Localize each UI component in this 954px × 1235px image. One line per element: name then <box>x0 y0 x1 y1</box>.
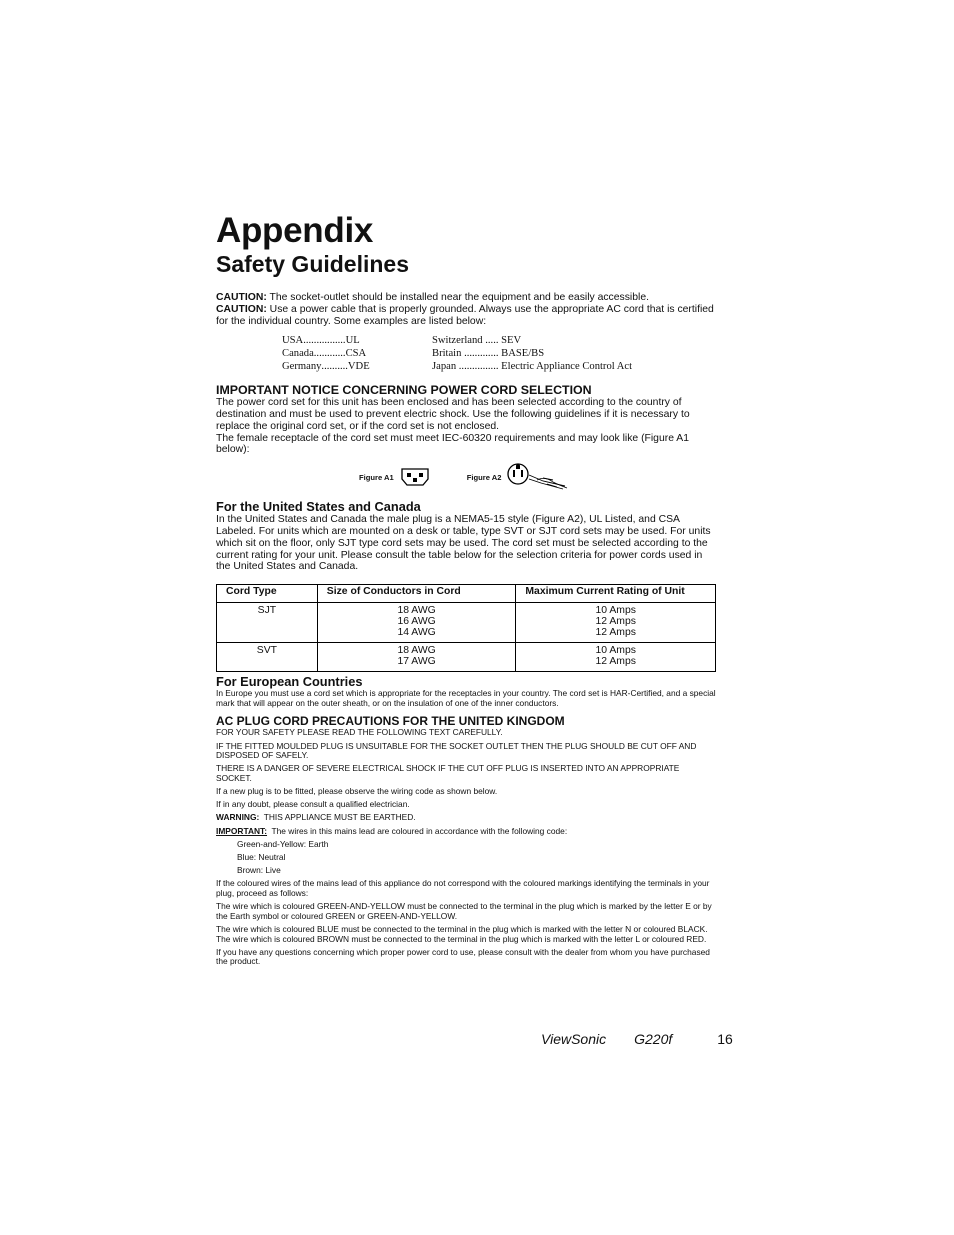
leader-dots: ............ <box>313 347 346 359</box>
notice-heading: IMPORTANT NOTICE CONCERNING POWER CORD SELECTION <box>216 383 592 398</box>
nema-plug-icon <box>507 462 573 492</box>
uk-paragraph: If the coloured wires of the mains lead of this appliance do not correspond with the coloured markings identifying the terminals in your plug, proceed as follows: <box>216 878 710 898</box>
wire-code-item: Green-and-Yellow: Earth <box>237 838 329 849</box>
cell-ratings <box>516 643 716 672</box>
uk-paragraph: THERE IS A DANGER OF SEVERE ELECTRICAL SHOCK IF THE CUT OFF PLUG IS INSERTED INTO AN APPROPRIATE SOCKET. <box>216 763 680 783</box>
rating-value: 12 Amps <box>595 627 636 639</box>
country-name: Canada <box>282 347 314 359</box>
leader-dots: .......... <box>321 360 348 372</box>
figure-a2 <box>467 462 573 492</box>
cell-ratings <box>516 603 716 643</box>
us-canada-text: In the United States and Canada the male plug is a NEMA5-15 style (Figure A2), UL Listed, and CSA Labeled. For units which are mounted on a desk or table, type SVT or SJT cord sets may be used. For units which sit on the floor, only SJT type cord sets may be used. The cord set must be selected according to the current rating for your unit. Please consult the table below for the selection criteria for power cords used in the United States and Canada. <box>216 514 711 573</box>
important-text: The wires in this mains lead are coloured in accordance with the following code: <box>267 825 568 836</box>
document-page <box>216 212 716 967</box>
country-name: Germany <box>282 360 322 372</box>
leader-dots: ..... <box>482 335 499 347</box>
caution-2-label: CAUTION: <box>216 303 267 315</box>
agency-name: UL <box>345 335 360 347</box>
uk-paragraph: The wire which is coloured GREEN-AND-YELLOW must be connected to the terminal in the plug which is marked by the letter E or by the Earth symbol or coloured GREEN or GREEN-AND-YELLOW. <box>216 901 712 921</box>
uk-paragraph: IF THE FITTED MOULDED PLUG IS UNSUITABLE FOR THE SOCKET OUTLET THEN THE PLUG SHOULD BE CUT OFF AND DISPOSED OF SAFELY. <box>216 740 697 761</box>
uk-heading: AC PLUG CORD PRECAUTIONS FOR THE UNITED KINGDOM <box>216 714 565 729</box>
page-footer <box>541 1031 733 1047</box>
figure-a2-label: Figure A2 <box>466 472 502 482</box>
uk-paragraph: If in any doubt, please consult a qualified electrician. <box>216 799 410 810</box>
header-conductor-size: Size of Conductors in Cord <box>317 585 516 603</box>
rating-value: 12 Amps <box>595 616 636 628</box>
figure-a1-label: Figure A1 <box>359 472 394 482</box>
rating-value: 10 Amps <box>595 645 636 657</box>
cord-selection-table <box>216 584 716 672</box>
agency-name: SEV <box>498 335 522 347</box>
country-name: Britain <box>432 347 462 359</box>
figure-a1 <box>359 466 431 488</box>
country-name: Japan <box>432 360 457 372</box>
important-label: IMPORTANT: <box>216 825 268 836</box>
caution-1-text: The socket-outlet should be installed near the equipment and be easily accessible. <box>266 292 649 303</box>
notice-paragraph-2: The female receptacle of the cord set must meet IEC-60320 requirements and may look like (Figure A1 below): <box>216 432 690 456</box>
cell-sizes <box>317 603 516 643</box>
table-header-row <box>217 585 716 603</box>
uk-paragraph: FOR YOUR SAFETY PLEASE READ THE FOLLOWING TEXT CAREFULLY. <box>216 727 503 738</box>
warning-label: WARNING: <box>216 812 260 823</box>
agency-name: Electric Appliance Control Act <box>498 360 633 372</box>
footer-brand: ViewSonic <box>541 1031 607 1047</box>
page-title: Appendix <box>216 211 374 250</box>
europe-text: In Europe you must use a cord set which is appropriate for the receptacles in your country. The cord set is HAR-Certified, and a special mark that will appear on the outer sheath, or on the insulation of one of the inner conductors. <box>216 688 716 708</box>
country-agency-list <box>282 335 716 373</box>
iec-receptacle-icon <box>399 466 431 488</box>
rating-value: 12 Amps <box>595 656 636 668</box>
wire-code-item: Blue: Neutral <box>237 852 286 863</box>
caution-1 <box>216 292 716 304</box>
cord-type-value: SVT <box>256 645 277 657</box>
table-row <box>217 643 716 672</box>
table-row <box>217 603 716 643</box>
uk-paragraph: The wire which is coloured BLUE must be connected to the terminal in the plug which is marked with the letter N or coloured BLACK. The wire which is coloured BROWN must be connected to the terminal in the plug which is marked with the letter L or coloured RED. <box>216 923 708 944</box>
wire-code-item: Brown: Live <box>237 865 281 876</box>
footer-model: G220f <box>634 1031 673 1047</box>
size-value: 18 AWG <box>397 605 436 617</box>
country-name: Switzerland <box>432 335 483 347</box>
warning-text: THIS APPLIANCE MUST BE EARTHED. <box>259 812 416 823</box>
caution-2 <box>216 304 716 328</box>
size-value: 14 AWG <box>397 627 436 639</box>
country-column-left <box>282 335 432 373</box>
us-canada-heading: For the United States and Canada <box>216 499 421 515</box>
europe-heading: For European Countries <box>216 674 363 690</box>
cord-type-value: SJT <box>257 605 277 617</box>
leader-dots: ............. <box>461 347 499 359</box>
agency-name: BASE/BS <box>498 347 545 359</box>
warning-line <box>216 813 716 823</box>
header-current-rating: Maximum Current Rating of Unit <box>516 585 716 603</box>
country-row <box>432 335 672 348</box>
country-row <box>282 348 432 361</box>
size-value: 17 AWG <box>397 656 436 668</box>
country-column-right <box>432 335 672 373</box>
country-row <box>432 361 672 374</box>
important-line <box>216 827 716 837</box>
header-cord-type: Cord Type <box>217 585 318 603</box>
page-subtitle: Safety Guidelines <box>216 251 410 277</box>
country-name: USA <box>282 335 304 347</box>
figure-row <box>359 462 716 492</box>
leader-dots: ............... <box>456 360 499 372</box>
leader-dots: ................ <box>303 335 346 347</box>
notice-paragraph-1: The power cord set for this unit has been enclosed and has been selected according to the country of destination and must be used to prevent electric shock. Use the following guidelines if it is necessary to replace the original cord set, or if the cord set is not enclosed. <box>216 397 690 432</box>
caution-1-label: CAUTION: <box>216 292 267 303</box>
uk-paragraph: If you have any questions concerning which proper power cord to use, please consult with the dealer from whom you have purchased the product. <box>216 946 710 967</box>
country-row <box>282 361 432 374</box>
uk-paragraph: If a new plug is to be fitted, please observe the wiring code as shown below. <box>216 786 498 797</box>
size-value: 18 AWG <box>397 645 436 657</box>
cell-sizes <box>317 643 516 672</box>
country-row <box>432 348 672 361</box>
cell-cord-type <box>217 643 318 672</box>
country-row <box>282 335 432 348</box>
agency-name: CSA <box>345 347 367 359</box>
cell-cord-type <box>217 603 318 643</box>
size-value: 16 AWG <box>397 616 436 628</box>
agency-name: VDE <box>347 360 370 372</box>
rating-value: 10 Amps <box>595 605 636 617</box>
caution-2-text: Use a power cable that is properly grounded. Always use the appropriate AC cord that is certified for the individual country. Some examples are listed below: <box>216 303 714 327</box>
footer-page-number: 16 <box>717 1031 733 1047</box>
